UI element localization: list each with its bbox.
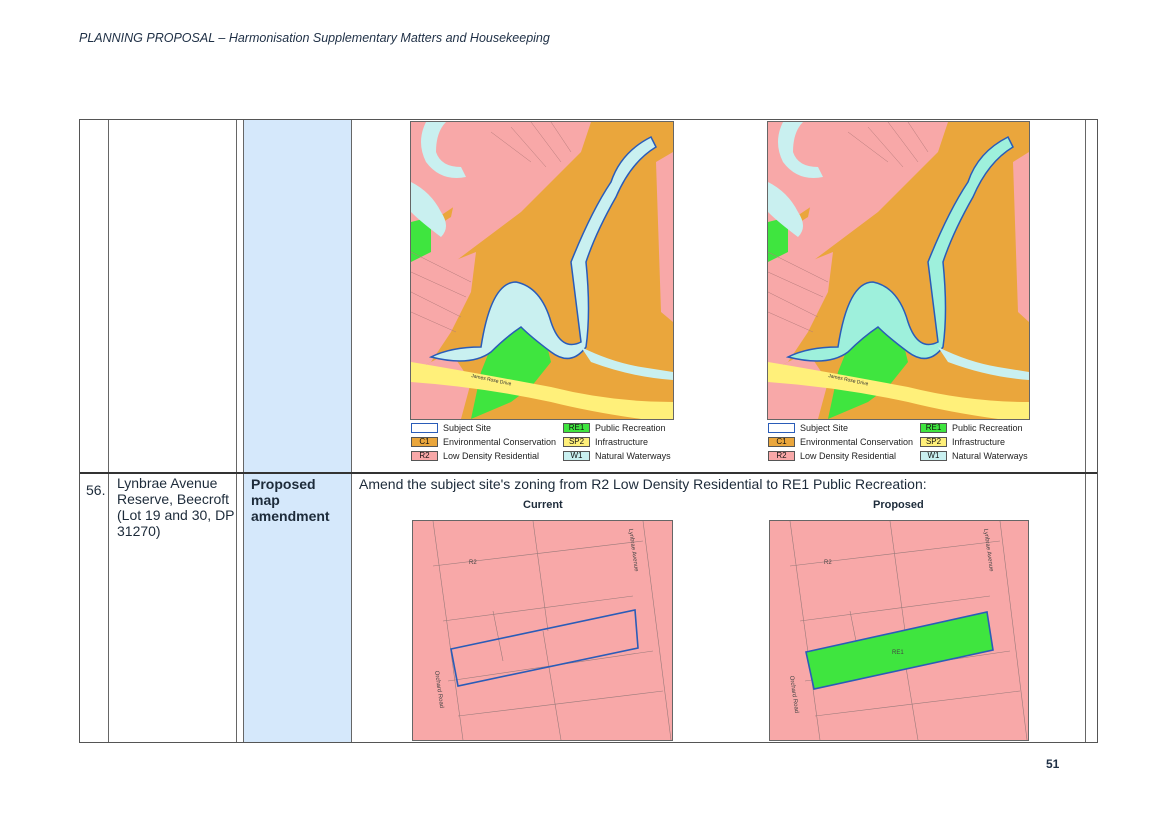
page-number: 51 xyxy=(1046,757,1060,771)
amendment-description: Amend the subject site's zoning from R2 Low Density Residential to RE1 Public Recreation: xyxy=(359,476,927,492)
legend-label: Natural Waterways xyxy=(595,451,671,461)
upper-proposed-street-label: James Rose Drive xyxy=(827,373,869,388)
legend-label: Infrastructure xyxy=(595,437,649,447)
upper-proposed-map-graphic xyxy=(768,122,1029,419)
legend-label: Natural Waterways xyxy=(952,451,1028,461)
legend-w1 xyxy=(920,451,1028,461)
legend-subject-site xyxy=(768,423,848,433)
proposed-map-graphic xyxy=(770,521,1028,740)
legend-c1 xyxy=(768,437,913,447)
subject-site-swatch xyxy=(411,423,438,433)
legend-sp2 xyxy=(920,437,1005,447)
r2-swatch: R2 xyxy=(768,451,795,461)
upper-proposed-zoning-map xyxy=(767,121,1030,420)
zone-label-r2: R2 xyxy=(469,560,477,566)
column-divider xyxy=(243,120,244,742)
legend-subject-site xyxy=(411,423,491,433)
zone-label-re1: RE1 xyxy=(892,650,904,656)
w1-swatch: W1 xyxy=(563,451,590,461)
proposed-caption: Proposed xyxy=(873,499,924,511)
legend-label: Environmental Conservation xyxy=(800,437,914,447)
re1-swatch: RE1 xyxy=(563,423,590,433)
legend-left xyxy=(411,423,673,465)
upper-current-street-label: James Rose Drive xyxy=(470,373,512,388)
street-label-lynbrae: Lynbrae Avenue xyxy=(627,528,639,572)
c1-swatch: C1 xyxy=(411,437,438,447)
current-caption: Current xyxy=(523,499,563,511)
legend-c1 xyxy=(411,437,556,447)
column-divider xyxy=(1085,120,1086,742)
legend-re1 xyxy=(920,423,1023,433)
c1-swatch: C1 xyxy=(768,437,795,447)
legend-r2 xyxy=(411,451,539,461)
sp2-swatch: SP2 xyxy=(563,437,590,447)
r2-swatch: R2 xyxy=(411,451,438,461)
legend-re1 xyxy=(563,423,666,433)
legend-label: Public Recreation xyxy=(595,423,666,433)
street-label-orchard: Orchard Road xyxy=(788,675,800,714)
w1-swatch: W1 xyxy=(920,451,947,461)
column-divider xyxy=(236,120,237,742)
upper-current-zoning-map xyxy=(410,121,674,420)
legend-sp2 xyxy=(563,437,648,447)
legend-label: Subject Site xyxy=(800,423,849,433)
legend-label: Low Density Residential xyxy=(800,451,897,461)
sp2-swatch: SP2 xyxy=(920,437,947,447)
subject-site-swatch xyxy=(768,423,795,433)
legend-label: Subject Site xyxy=(443,423,492,433)
legend-label: Infrastructure xyxy=(952,437,1006,447)
legend-r2 xyxy=(768,451,896,461)
legend-right xyxy=(768,423,1030,465)
street-label-orchard: Orchard Road xyxy=(433,670,445,709)
column-divider xyxy=(108,120,109,742)
amendment-type: Proposed map amendment xyxy=(251,476,330,524)
upper-current-map-graphic xyxy=(411,122,673,419)
type-column-shading xyxy=(243,120,351,742)
site-description: Lynbrae Avenue Reserve, Beecroft (Lot 19 and 30, DP 31270) xyxy=(117,475,235,539)
column-divider xyxy=(351,120,352,742)
legend-label: Low Density Residential xyxy=(443,451,540,461)
re1-swatch: RE1 xyxy=(920,423,947,433)
zone-label-r2: R2 xyxy=(824,560,832,566)
legend-label: Public Recreation xyxy=(952,423,1023,433)
current-zoning-map xyxy=(412,520,673,741)
document-header: PLANNING PROPOSAL – Harmonisation Supplementary Matters and Housekeeping xyxy=(79,31,550,45)
legend-w1 xyxy=(563,451,671,461)
row-number: 56. xyxy=(86,482,106,498)
street-label-lynbrae: Lynbrae Avenue xyxy=(982,528,994,572)
legend-label: Environmental Conservation xyxy=(443,437,557,447)
current-map-graphic xyxy=(413,521,672,740)
row-divider xyxy=(80,472,1097,474)
proposed-zoning-map xyxy=(769,520,1029,741)
